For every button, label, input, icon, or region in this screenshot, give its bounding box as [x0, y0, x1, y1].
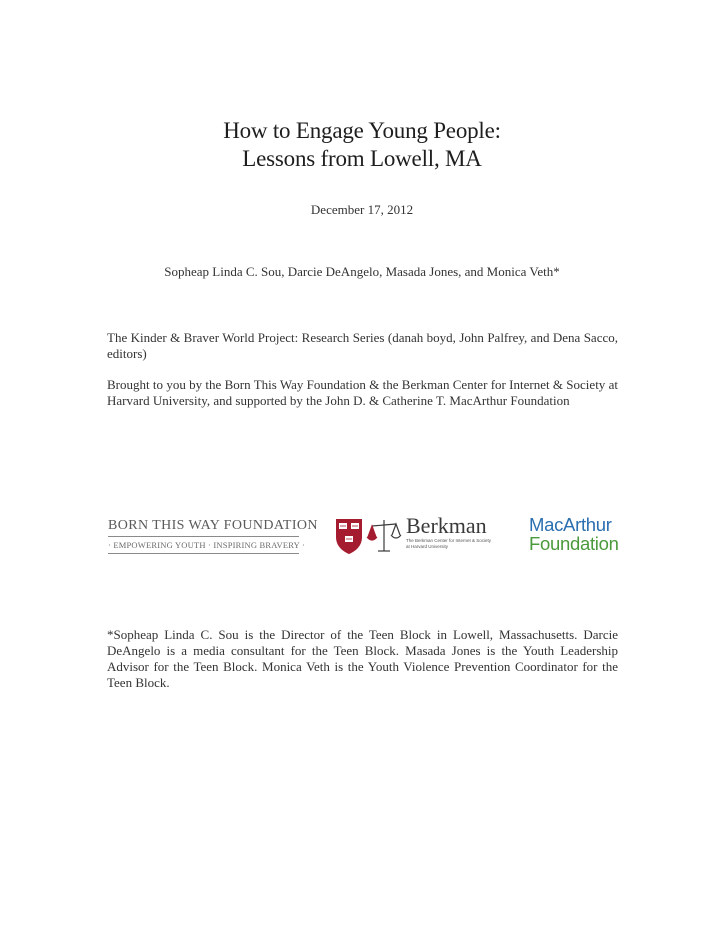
- macarthur-logo-foundation: Foundation: [529, 533, 619, 554]
- berkman-logo-subtitle: [406, 538, 506, 550]
- berkman-logo-icons: [334, 517, 402, 555]
- document-authors: Sopheap Linda C. Sou, Darcie DeAngelo, Masada Jones, and Monica Veth*: [164, 264, 560, 279]
- btw-logo-tagline: · EMPOWERING YOUTH · INSPIRING BRAVERY ·: [108, 540, 306, 550]
- macarthur-logo-name: MacArthur: [529, 514, 612, 535]
- scales-of-justice-icon: [367, 520, 401, 551]
- series-paragraph: The Kinder & Braver World Project: Research Series (danah boyd, John Palfrey, and Dena Sacco, editors): [107, 330, 618, 361]
- document-date: December 17, 2012: [310, 202, 414, 217]
- harvard-shield-icon: [336, 519, 362, 554]
- berkman-logo-name: Berkman: [406, 513, 487, 538]
- title-line-2: Lessons from Lowell, MA: [242, 146, 482, 171]
- btw-logo-name: BORN THIS WAY FOUNDATION: [108, 518, 299, 537]
- document-title: [0, 117, 724, 173]
- sponsors-paragraph: Brought to you by the Born This Way Foundation & the Berkman Center for Internet & Society at Harvard University, and supported by the John D. & Catherine T. MacArthur Foundation: [107, 377, 618, 408]
- title-line-1: How to Engage Young People:: [223, 118, 501, 143]
- author-footnote: *Sopheap Linda C. Sou is the Director of the Teen Block in Lowell, Massachusetts. Darcie DeAngelo is a media consultant for the Teen Block. Masada Jones is the Youth Leadership Advisor for the Teen Block. Monica Veth is the Youth Violence Prevention Coordinator for the Teen Block.: [107, 627, 618, 690]
- macarthur-logo: [529, 515, 634, 557]
- berkman-sub-line-1: The Berkman Center for Internet & Society: [406, 538, 492, 543]
- born-this-way-logo: [108, 518, 318, 554]
- berkman-sub-line-2: at Harvard University: [406, 544, 449, 549]
- berkman-logo: [334, 513, 504, 557]
